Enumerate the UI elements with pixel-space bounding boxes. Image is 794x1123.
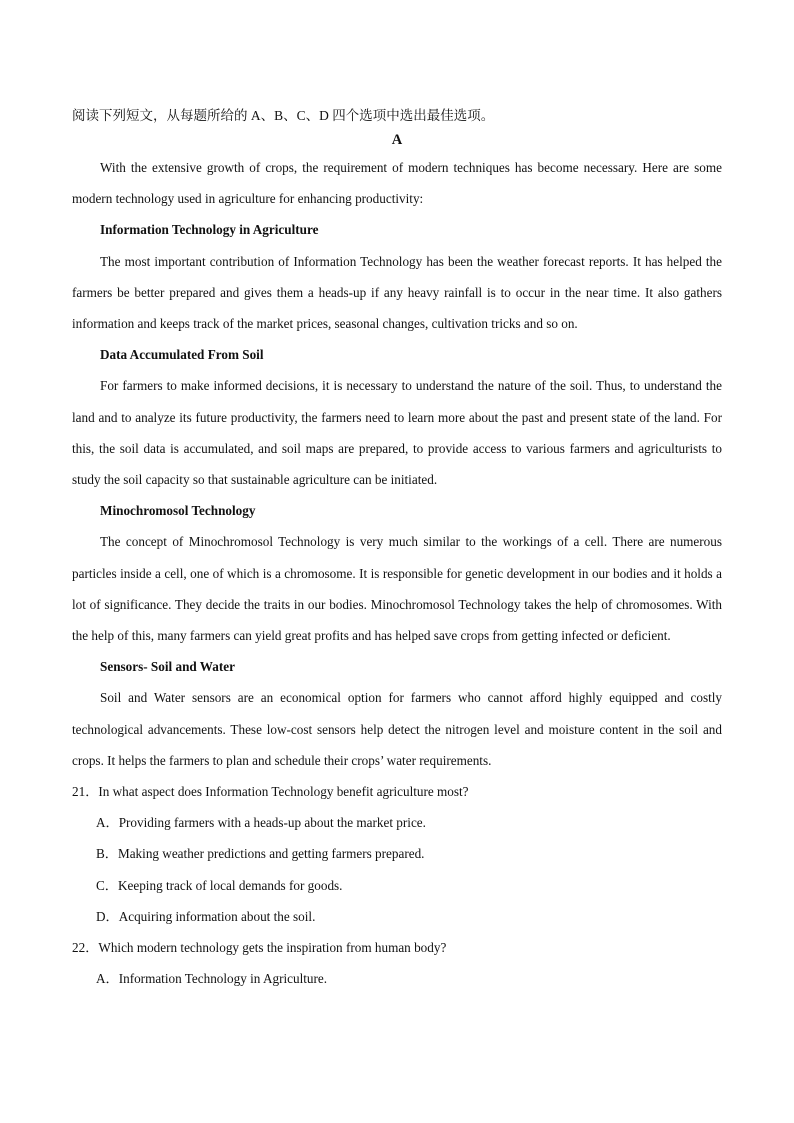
section-heading-it: Information Technology in Agriculture bbox=[100, 222, 319, 238]
section-label: A bbox=[391, 132, 403, 148]
section-text-it: The most important contribution of Information Technology has been the weather forecast reports. It has helped the farmers be better prepared and gives them a heads-up if any heavy rainfall is to occur in the near time. It also gathers information and keeps track of the market prices, seasonal changes, cultivation tricks and so on. bbox=[72, 253, 722, 332]
section-text-sensors: Soil and Water sensors are an economical option for farmers who cannot afford highly equipped and costly technological advancements. These low-cost sensors help detect the nitrogen level and moisture content in the soil and crops. It helps the farmers to plan and schedule their crops’ water requirements. bbox=[72, 690, 722, 768]
question-22-stem: 22．Which modern technology gets the inspiration from human body? bbox=[72, 940, 447, 956]
section-heading-soil-data: Data Accumulated From Soil bbox=[100, 347, 264, 363]
question-21-option-c: C．Keeping track of local demands for goods. bbox=[96, 877, 343, 893]
section-heading-minochromosol: Minochromosol Technology bbox=[100, 503, 256, 519]
question-21-option-b: B．Making weather predictions and getting farmers prepared. bbox=[96, 846, 425, 862]
question-21-stem: 21．In what aspect does Information Technology benefit agriculture most? bbox=[72, 784, 469, 800]
intro-paragraph: With the extensive growth of crops, the requirement of modern techniques has become necessary. Here are some modern technology used in agriculture for enhancing productivity: bbox=[72, 160, 722, 207]
passage bbox=[72, 152, 722, 994]
question-21-option-d: D．Acquiring information about the soil. bbox=[96, 908, 316, 924]
section-text-minochromosol: The concept of Minochromosol Technology is very much similar to the workings of a cell. There are numerous particles inside a cell, one of which is a chromosome. It is responsible for genetic development in our bodies and it holds a lot of significance. They decide the traits in our bodies. Minochromosol Technology takes the help of chromosomes. With the help of this, many farmers can yield great profits and has helped save crops from getting infected or deficient. bbox=[72, 534, 722, 644]
instruction-text: 阅读下列短文，从每题所给的 A、B、C、D 四个选项中选出最佳选项。 bbox=[72, 108, 495, 123]
section-heading-sensors: Sensors- Soil and Water bbox=[100, 659, 235, 675]
section-text-soil-data: For farmers to make informed decisions, it is necessary to understand the nature of the soil. Thus, to understand the land and to analyze its future productivity, the farmers need to learn more about the past and present state of the land. For this, the soil data is accumulated, and soil maps are prepared, to provide access to various farmers and agriculturists to study the soil capacity so that sustainable agriculture can be initiated. bbox=[72, 378, 722, 488]
question-21-option-a: A．Providing farmers with a heads-up about the market price. bbox=[96, 815, 426, 831]
question-22-option-a: A．Information Technology in Agriculture. bbox=[96, 971, 328, 987]
